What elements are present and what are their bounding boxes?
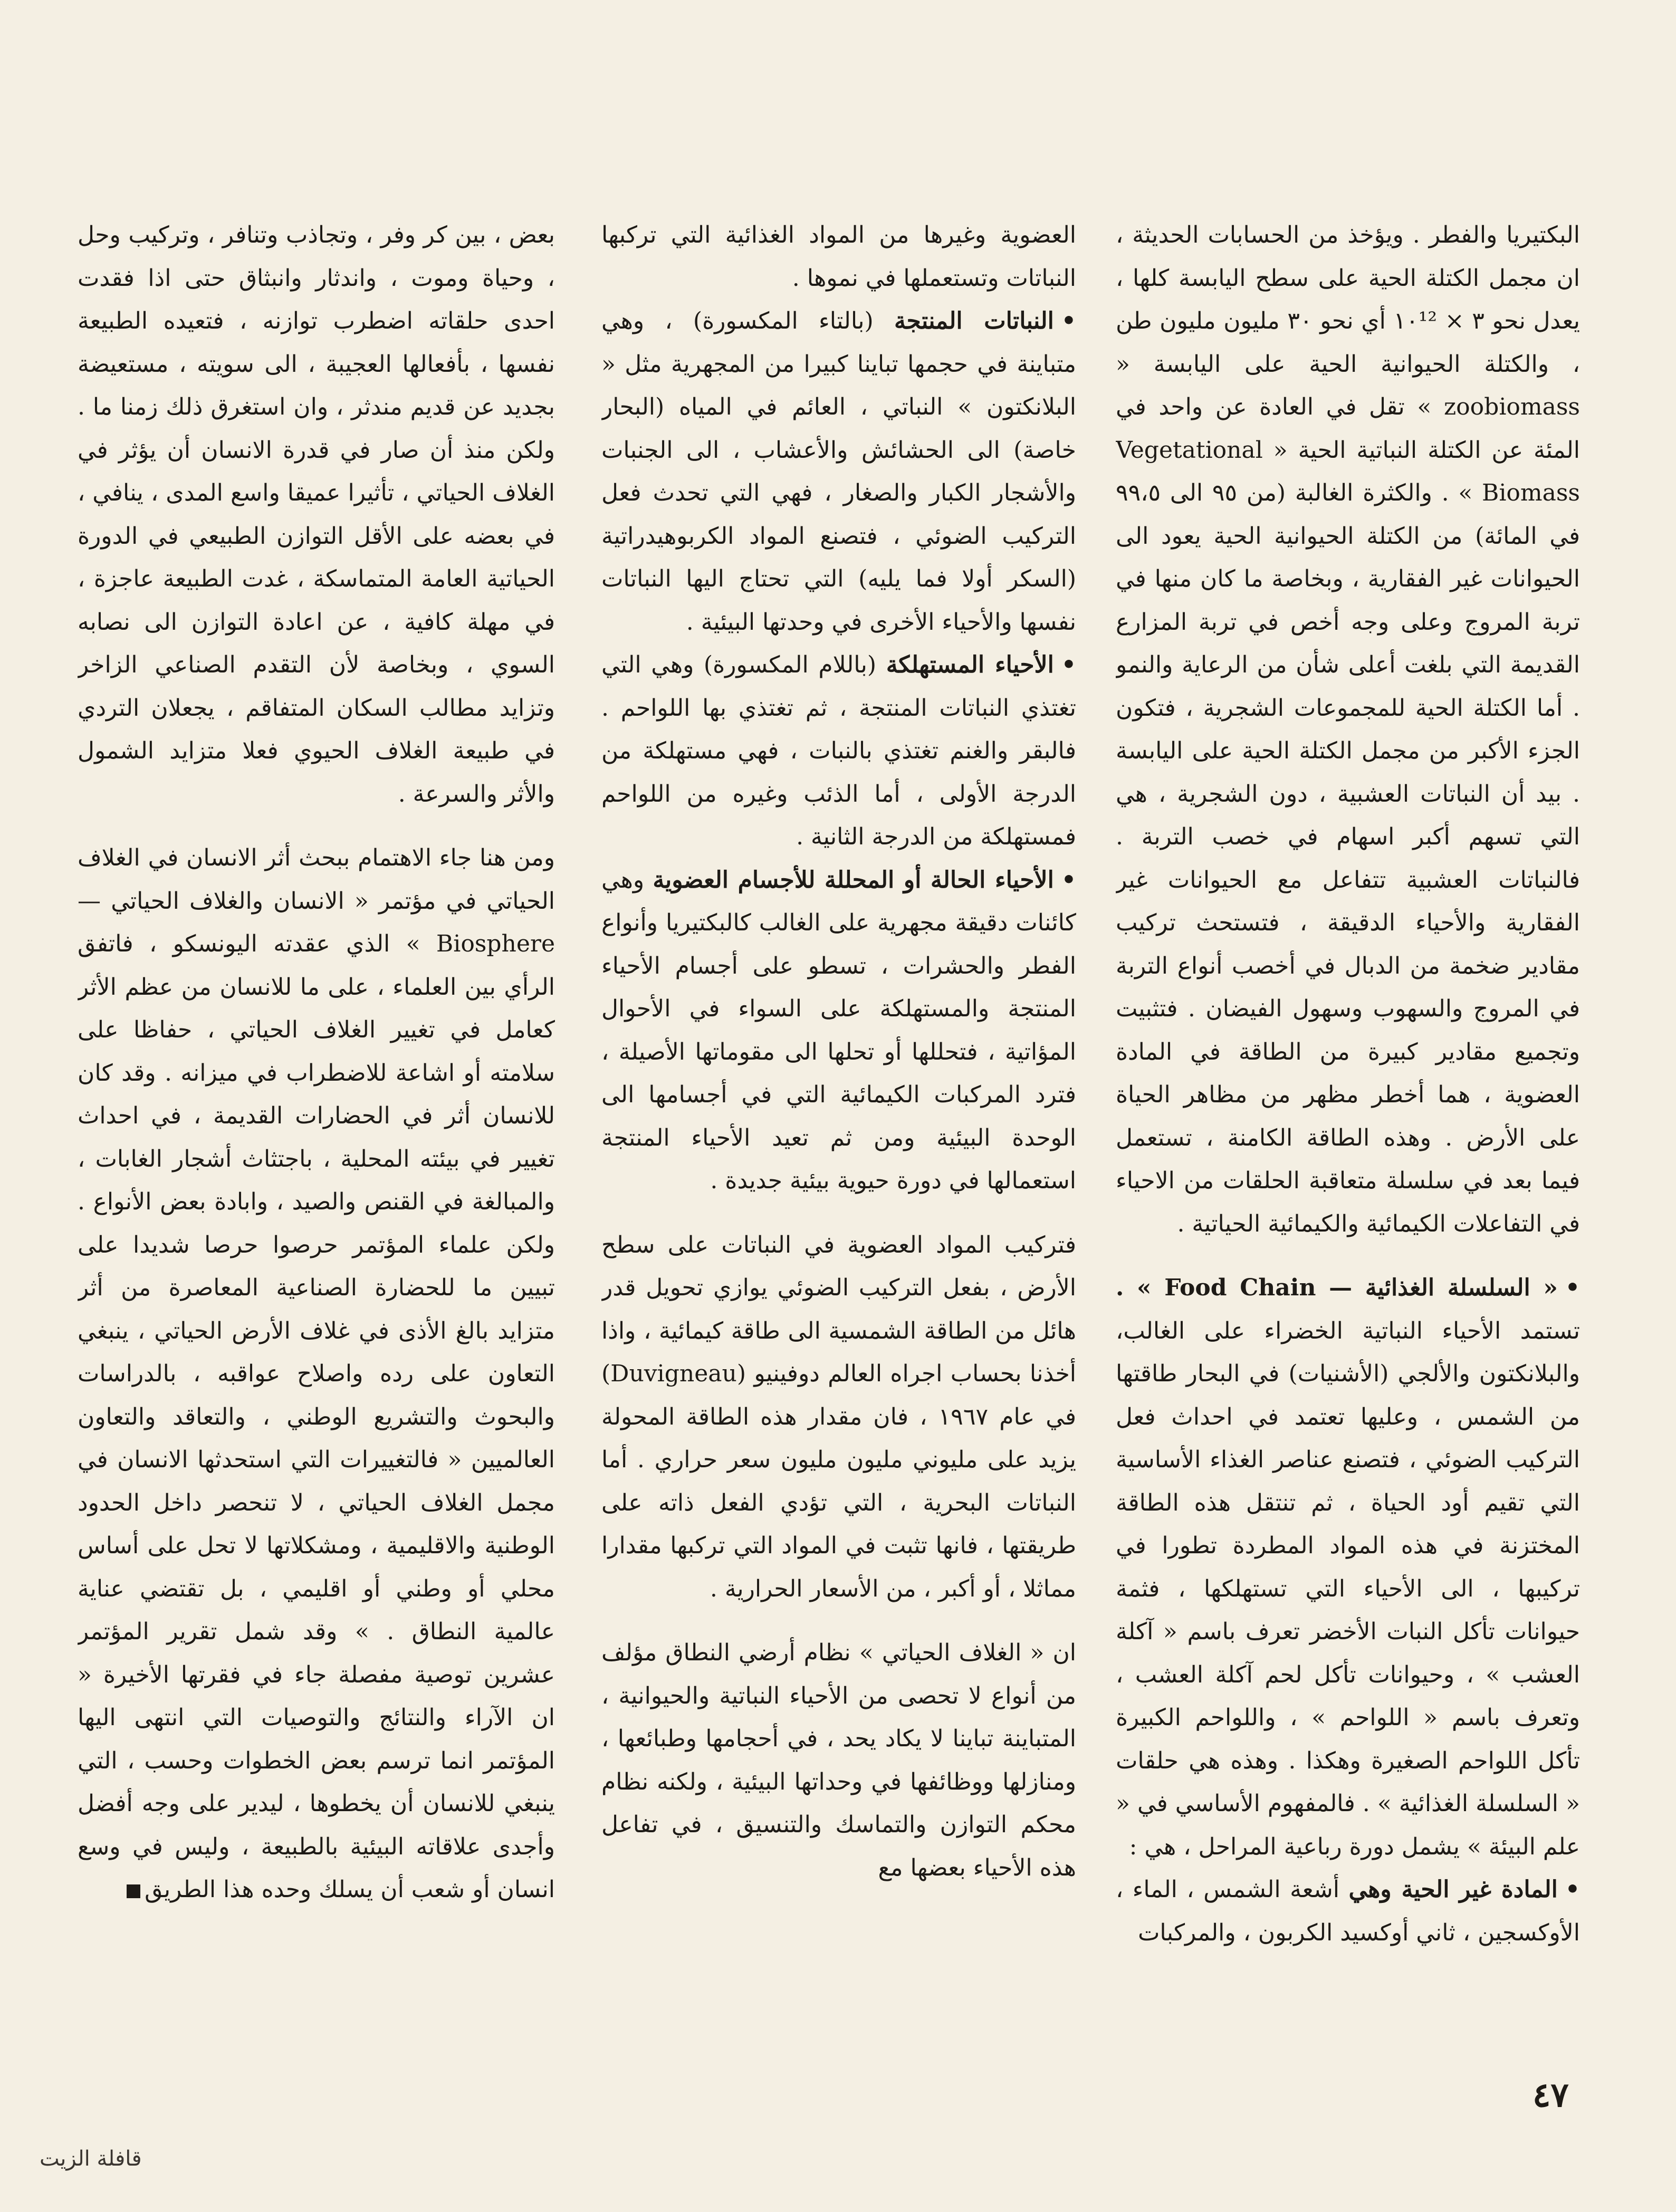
text-column-left <box>78 214 555 2046</box>
paragraph-text: ومن هنا جاء الاهتمام ببحث أثر الانسان في الغلاف الحياتي في مؤتمر « الانسان والغلاف الحياتي — Biosphere » الذي عقدته اليونسكو ، فاتفق الرأي بين العلماء ، على ما للانسان من عظم الأثر كعامل في تغيير الغلاف الحياتي ، حفاظا على سلامته أو اشاعة للاضطراب في ميزانه . وقد كان للانسان أثر في الحضارات القديمة ، في احداث تغيير في بيئته المحلية ، باجتثاث أشجار الغابات ، والمبالغة في القنص والصيد ، وابادة بعض الأنواع . ولكن علماء المؤتمر حرصوا حرصا شديدا على تبيين ما للحضارة الصناعية المعاصرة من أثر متزايد بالغ الأذى في غلاف الأرض الحياتي ، ينبغي التعاون على رده واصلاح عواقبه ، بالدراسات والبحوث والتشريع الوطني ، والتعاقد والتعاون العالميين « فالتغييرات التي استحدثها الانسان في مجمل الغلاف الحياتي ، لا تنحصر داخل الحدود الوطنية والاقليمية ، ومشكلاتها لا تحل على أساس محلي أو وطني أو اقليمي ، بل تقتضي عناية عالمية النطاق . » وقد شمل تقرير المؤتمر عشرين توصية مفصلة جاء في فقرتها الأخيرة « ان الآراء والنتائج والتوصيات التي انتهى اليها المؤتمر انما ترسم بعض الخطوات وحسب ، التي ينبغي للانسان أن يخطوها ، ليدير على وجه أفضل وأجدى علاقاته البيئية بالطبيعة ، وليس في وسع انسان أو شعب أن يسلك وحده هذا الطريق <box>78 844 555 1903</box>
bullet-icon: • <box>1565 1876 1580 1903</box>
paragraph-decomposers <box>601 859 1076 1203</box>
paragraph: ان « الغلاف الحياتي » نظام أرضي النطاق مؤلف من أنواع لا تحصى من الأحياء النباتية والحيوانية ، المتباينة تباينا لا يكاد يحد ، في أحجامها وطبائعها ، ومنازلها ووظائفها في وحداتها البيئية ، ولكنه نظام محكم التوازن والتماسك والتنسيق ، في تفاعل هذه الأحياء بعضها مع <box>601 1639 1076 1881</box>
text-column-right <box>1116 214 1580 2046</box>
section-heading: الأحياء الحالة أو المحللة للأجسام العضوية <box>653 866 1054 893</box>
paragraph-nonliving-matter <box>1116 1868 1580 1954</box>
section-heading: الأحياء المستهلكة <box>886 651 1054 678</box>
paragraph-text: (بالتاء المكسورة) ، وهي متباينة في حجمها تباينا كبيرا من المجهرية مثل « البلانكتون » النباتي ، العائم في المياه (البحار خاصة) الى الحشائش والأعشاب ، الى الجنبات والأشجار الكبار والصغار ، فهي التي تحدث فعل التركيب الضوئي ، فتصنع المواد الكربوهيدراتية (السكر أولا فما يليه) التي تحتاج اليها النباتات نفسها والأحياء الأخرى في وحدتها البيئية . <box>601 307 1076 636</box>
bullet-icon: • <box>1061 866 1076 893</box>
paragraph: بعض ، بين كر وفر ، وتجاذب وتنافر ، وتركيب وحل ، وحياة وموت ، واندثار وانبثاق حتى اذا فقدت احدى حلقاته اضطرب توازنه ، فتعيده الطبيعة نفسها ، بأفعالها العجيبة ، الى سويته ، مستعيضة بجديد عن قديم مندثر ، وان استغرق ذلك زمنا ما . ولكن منذ أن صار في قدرة الانسان أن يؤثر في الغلاف الحياتي ، تأثيرا عميقا واسع المدى ، ينافي ، في بعضه على الأقل التوازن الطبيعي في الدورة الحياتية العامة المتماسكة ، غدت الطبيعة عاجزة ، في مهلة كافية ، عن اعادة التوازن الى نصابه السوي ، وبخاصة لأن التقدم الصناعي الزاخر وتزايد مطالب السكان المتفاقم ، يجعلان التردي في طبيعة الغلاف الحيوي فعلا متزايد الشمول والأثر والسرعة . <box>78 222 555 807</box>
paragraph-text: أشعة الشمس ، الماء ، الأوكسجين ، ثاني أوكسيد الكربون ، والمركبات <box>1116 1876 1580 1946</box>
section-heading: المادة غير الحية وهي <box>1348 1876 1558 1903</box>
page-number: ٤٧ <box>1533 2075 1569 2115</box>
section-heading: النباتات المنتجة <box>894 307 1054 334</box>
paragraph-text: (باللام المكسورة) وهي التي تغتذي النباتات المنتجة ، ثم تغتذي بها اللواحم . فالبقر والغنم تغتذي بالنبات ، فهي مستهلكة من الدرجة الأولى ، أما الذئب وغيره من اللواحم فمستهلكة من الدرجة الثانية . <box>601 651 1076 850</box>
paragraph-text: تستمد الأحياء النباتية الخضراء على الغالب، والبلانكتون والألجي (الأشنيات) في البحار طاقتها من الشمس ، وعليها تعتمد في احداث فعل التركيب الضوئي ، فتصنع عناصر الغذاء الأساسية التي تقيم أود الحياة ، ثم تنتقل هذه الطاقة المختزنة في هذه المواد المطردة تطورا في تركيبها ، الى الأحياء التي تستهلكها ، فثمة حيوانات تأكل النبات الأخضر تعرف باسم « آكلة العشب » ، وحيوانات تأكل لحم آكلة العشب ، وتعرف باسم « اللواحم » ، واللواحم الكبيرة تأكل اللواحم الصغيرة وهكذا . وهذه هي حلقات « السلسلة الغذائية » . فالمفهوم الأساسي في « علم البيئة » يشمل دورة رباعية المراحل ، هي : <box>1116 1317 1580 1860</box>
paragraph-text: وهي كائنات دقيقة مجهرية على الغالب كالبكتيريا وأنواع الفطر والحشرات ، تسطو على أجسام الأحياء المنتجة والمستهلكة على السواء في الأحوال المؤاتية ، فتحللها أو تحلها الى مقوماتها الأصيلة ، فترد المركبات الكيمائية التي في أجسامها الى الوحدة البيئية ومن ثم تعيد الأحياء المنتجة استعمالها في دورة حيوية بيئية جديدة . <box>601 866 1076 1194</box>
end-of-article-icon <box>127 1884 140 1898</box>
paragraph-consumers <box>601 643 1076 859</box>
text-column-middle <box>601 214 1076 2046</box>
bullet-icon: • <box>1061 307 1076 334</box>
bullet-icon: • <box>1565 1274 1580 1301</box>
paragraph-food-chain <box>1116 1266 1580 1868</box>
paragraph: البكتيريا والفطر . ويؤخذ من الحسابات الحديثة ، ان مجمل الكتلة الحية على سطح اليابسة كلها ، يعدل نحو ٣ × ١٠¹² أي نحو ٣٠ مليون مليون طن ، والكتلة الحيوانية الحية على اليابسة « zoobiomass » تقل في العادة عن واحد في المئة عن الكتلة النباتية الحية « Vegetational Biomass » . والكثرة الغالبة (من ٩٥ الى ٩٩،٥ في المائة) من الكتلة الحيوانية الحية يعود الى الحيوانات غير الفقارية ، وبخاصة ما كان منها في تربة المروج وعلى وجه أخص في تربة المزارع القديمة التي بلغت أعلى شأن من الرعاية والنمو . أما الكتلة الحية للمجموعات الشجرية ، فتكون الجزء الأكبر من مجمل الكتلة الحية على اليابسة . بيد أن النباتات العشبية ، دون الشجرية ، هي التي تسهم أكبر اسهام في خصب التربة . فالنباتات العشبية تتفاعل مع الحيوانات غير الفقارية والأحياء الدقيقة ، فتستحث تركيب مقادير ضخمة من الدبال في أخصب أنواع التربة في المروج والسهوب وسهول الفيضان . فتثبيت وتجميع مقادير كبيرة من الطاقة في المادة العضوية ، هما أخطر مظهر من مظاهر الحياة على الأرض . وهذه الطاقة الكامنة ، تستعمل فيما بعد في سلسلة متعاقبة الحلقات من الاحياء في التفاعلات الكيمائية والكيمائية الحياتية . <box>1116 222 1580 1237</box>
magazine-name: قافلة الزيت <box>40 2147 142 2171</box>
bullet-icon: • <box>1061 651 1076 678</box>
paragraph: فتركيب المواد العضوية في النباتات على سطح الأرض ، بفعل التركيب الضوئي يوازي تحويل قدر هائل من الطاقة الشمسية الى طاقة كيمائية ، واذا أخذنا بحساب اجراه العالم دوفينيو (Duvigneau) في عام ١٩٦٧ ، فان مقدار هذه الطاقة المحولة يزيد على مليوني مليون مليون سعر حراري . أما النباتات البحرية ، التي تؤدي الفعل ذاته على طريقتها ، فانها تثبت في المواد التي تركبها مقدارا مماثلا ، أو أكبر ، من الأسعار الحرارية . <box>601 1231 1076 1602</box>
section-heading: « السلسلة الغذائية — Food Chain » . <box>1116 1274 1558 1301</box>
paragraph: العضوية وغيرها من المواد الغذائية التي تركبها النباتات وتستعملها في نموها . <box>601 222 1076 292</box>
paragraph-last <box>78 836 555 1911</box>
paragraph-producers <box>601 300 1076 643</box>
